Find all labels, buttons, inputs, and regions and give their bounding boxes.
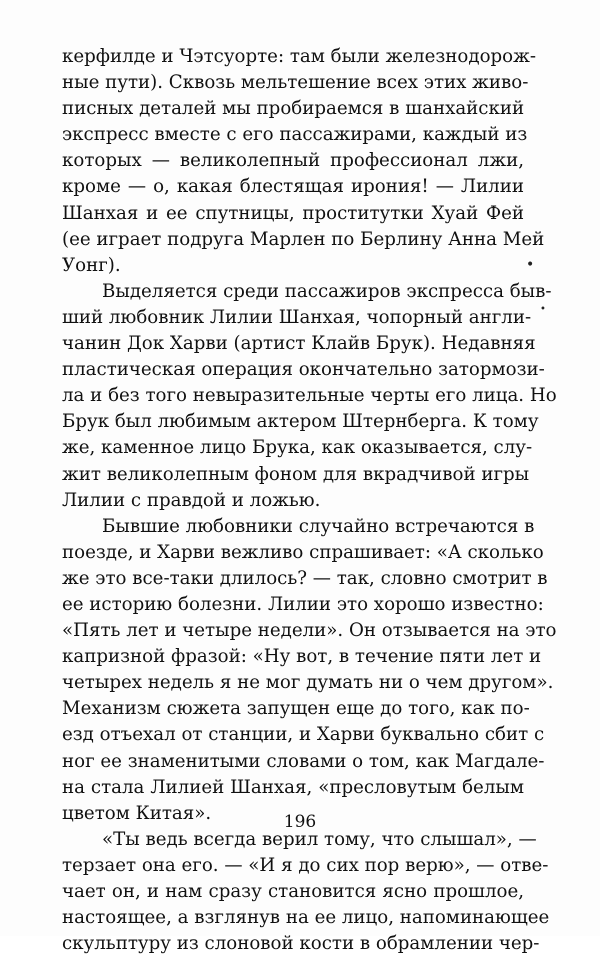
text-line: Лилии с правдой и ложью. — [62, 489, 321, 511]
text-line: Выделяется среди пассажиров экспресса быв- — [102, 280, 552, 302]
scan-speck: • — [526, 257, 535, 273]
text-line: езд отъехал от станции, и Харви буквально сбит с — [62, 724, 545, 746]
text-line: чанин Док Харви (артист Клайв Брук). Недавняя — [62, 333, 536, 355]
text-line: на стала Лилией Шанхая, «пресловутым белым — [62, 776, 524, 798]
text-line: четырех недель я не мог думать ни о чем другом». — [62, 672, 554, 694]
text-line: терзает она его. — «И я до сих пор верю», — отве- — [62, 854, 549, 876]
text-line: которых — великолепный профессионал лжи, — [62, 150, 524, 172]
text-line: «Пять лет и четыре недели». Он отзывается на это — [62, 620, 557, 642]
text-line: капризной фразой: «Ну вот, в течение пяти лет и — [62, 646, 542, 668]
text-line: Брук был любимым актером Штернберга. К тому — [62, 411, 539, 433]
text-line: Бывшие любовники случайно встречаются в — [102, 515, 535, 537]
text-line: поезде, и Харви вежливо спрашивает: «А сколько — [62, 541, 544, 563]
text-line: же это все-таки длилось? — так, словно смотрит в — [62, 567, 548, 589]
text-line: Уонг). — [62, 254, 121, 276]
page-number: 196 — [283, 812, 317, 832]
text-line: пластическая операция окончательно затормози- — [62, 359, 545, 381]
text-line: же, каменное лицо Брука, как оказывается, слу- — [62, 437, 533, 459]
text-line: чает он, и нам сразу становится ясно прошлое, — [62, 881, 524, 902]
text-line: «Ты ведь всегда верил тому, что слышал», — — [102, 828, 537, 850]
text-line: кроме — о, какая блестящая ирония! — Лилии — [62, 176, 524, 198]
text-line: скульптуру из слоновой кости в обрамлении чер- — [62, 933, 540, 955]
text-line: Механизм сюжета запущен еще до того, как по- — [62, 698, 530, 720]
scan-speck: • — [540, 304, 546, 315]
text-line: Шанхая и ее спутницы, проститутки Хуай Фей — [62, 202, 524, 224]
text-line: керфилде и Чэтсуорте: там были железнодорож- — [62, 46, 536, 67]
text-line: ног ее знаменитыми словами о том, как Магдале- — [62, 750, 545, 772]
text-line: ее историю болезни. Лилии это хорошо известно: — [62, 593, 544, 615]
text-line: экспресс вместе с его пассажирами, каждый из — [62, 124, 528, 146]
text-line: писных деталей мы пробираемся в шанхайский — [62, 98, 525, 120]
text-line: настоящее, а взглянув на ее лицо, напоминающее — [62, 907, 550, 929]
text-line: ные пути). Сквозь мельтешение всех этих живо- — [62, 72, 529, 94]
text-line: ший любовник Лилии Шанхая, чопорный англи- — [62, 306, 532, 328]
text-line: (ее играет подруга Марлен по Берлину Анна Мей — [62, 228, 545, 250]
text-line: цветом Китая». — [62, 802, 212, 824]
text-line: ла и без того невыразительные черты его лица. Но — [62, 385, 557, 407]
text-line: жит великолепным фоном для вкрадчивой игры — [62, 463, 530, 485]
